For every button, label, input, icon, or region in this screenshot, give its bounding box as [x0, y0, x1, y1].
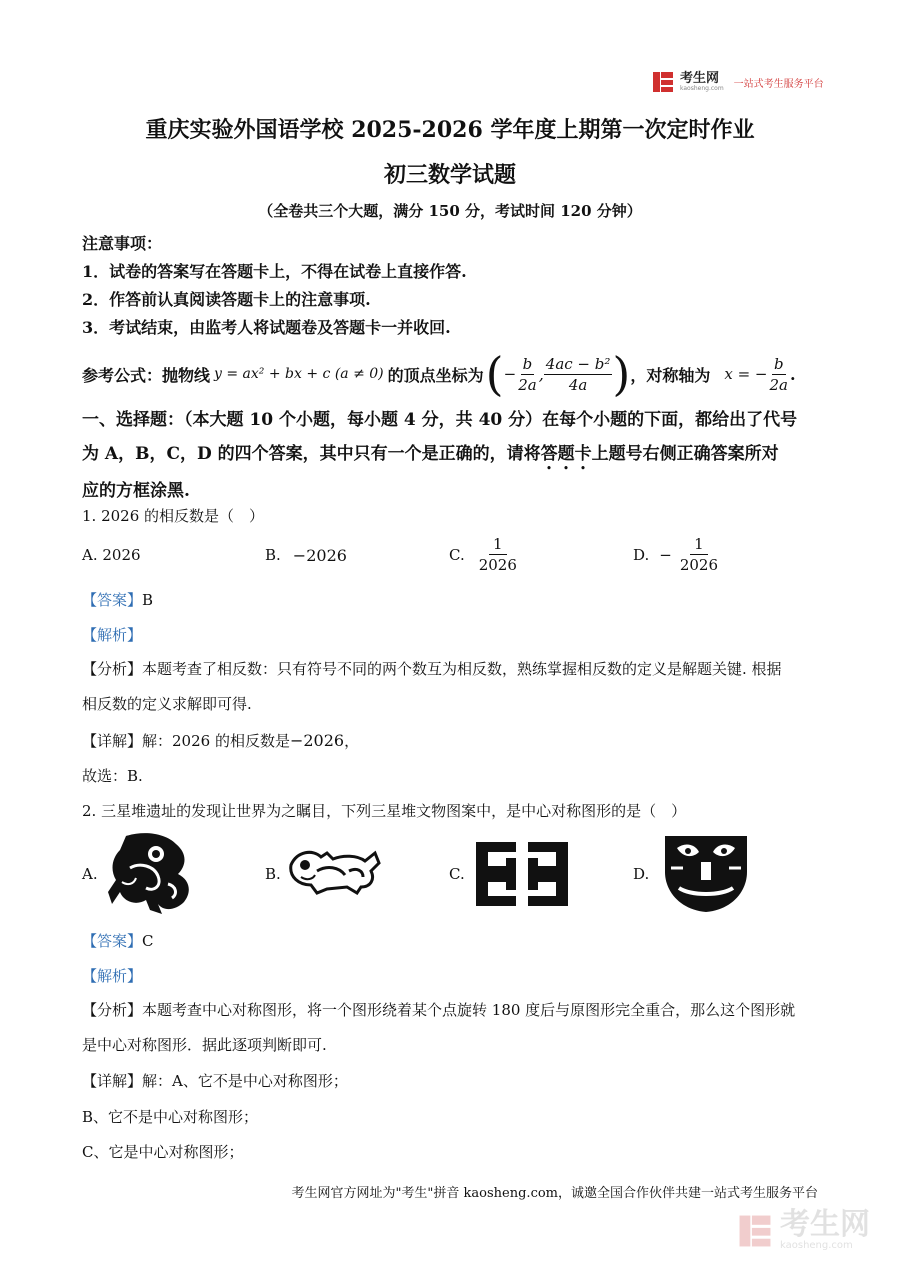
kaosheng-logo-icon: [652, 71, 674, 93]
note-item-2: 2．作答前认真阅读答题卡上的注意事项.: [82, 290, 371, 309]
answer-card-emphasis: 答题卡: [540, 444, 592, 464]
q1-option-b: B. −2026: [265, 546, 347, 565]
exam-info: （全卷共三个大题，满分 150 分，考试时间 120 分钟）: [258, 202, 642, 220]
vertex-y-den: 4a: [568, 375, 588, 394]
note-item-3: 3．考试结束，由监考人将试题卷及答题卡一并收回.: [82, 318, 451, 337]
page-footer: 考生网官方网址为"考生"拼音 kaosheng.com，诚邀全国合作伙伴共建一站式考生服务平台: [291, 1186, 818, 1201]
vertex-x-den: 2a: [518, 375, 537, 394]
brand-logo: [652, 71, 824, 93]
q1-fenxi: 【分析】本题考查了相反数：只有符号不同的两个数互为相反数，熟练掌握相反数的定义是解题关键. 根据: [82, 660, 782, 678]
reference-formula: [82, 346, 822, 402]
note-item-1: 1．试卷的答案写在答题卡上，不得在试卷上直接作答.: [82, 262, 467, 281]
sanxingdui-beast-pattern-image: [287, 845, 383, 895]
exam-title: 重庆实验外国语学校 2025-2026 学年度上期第一次定时作业: [145, 117, 755, 143]
q2-fenxi: 【分析】本题考查中心对称图形，将一个图形绕着某个点旋转 180 度后与原图形完全重合，那么这个图形就: [82, 1001, 796, 1019]
q1-stem: 1. 2026 的相反数是（ ）: [82, 507, 265, 525]
q1-option-c: C. $\frac{1}{2026}$: [449, 535, 517, 574]
notes-heading: 注意事项：: [82, 234, 163, 253]
vertex-x-fraction: [516, 354, 539, 395]
section1-line3: 应的方框涂黑.: [82, 481, 190, 501]
q2-stem: 2. 三星堆遗址的发现让世界为之瞩目，下列三星堆文物图案中，是中心对称图形的是（ ）: [82, 802, 687, 820]
q2-detail-b: B、它不是中心对称图形；: [82, 1108, 259, 1126]
q1-option-a: A. 2026: [82, 546, 141, 564]
exam-subject: 初三数学试题: [383, 162, 516, 188]
sanxingdui-mask-pattern-image: [657, 832, 755, 914]
q1-choose: 故选：B.: [82, 767, 143, 785]
q1-fenxi-cont: 相反数的定义求解即可得.: [82, 695, 252, 713]
formula-mid: 的顶点坐标为: [387, 365, 484, 385]
q2-detail-c: C、它是中心对称图形；: [82, 1143, 244, 1161]
q1-option-d-fraction: $\frac{1}{2026}$: [679, 535, 719, 574]
q2-label-c: C.: [449, 865, 465, 883]
axis-num: b: [773, 354, 784, 373]
formula-prefix: 参考公式：抛物线: [82, 365, 211, 385]
logo-slogan: 一站式考生服务平台: [733, 78, 824, 90]
parabola-equation: y = ax² + bx + c (a ≠ 0): [214, 366, 384, 382]
vertex-coordinates: ( − $\frac{b}{2a}$ , $\frac{\text{4ac − b²}}{4a}$ ): [485, 347, 631, 401]
sanxingdui-bird-pattern-image: [106, 830, 198, 918]
axis-fraction: [768, 354, 791, 395]
answer-tag: 【答案】: [82, 591, 143, 609]
q2-answer: 【答案】C: [82, 932, 154, 950]
q2-label-a: A.: [82, 865, 98, 883]
sanxingdui-symmetric-pattern-image: [472, 838, 572, 910]
logo-text: [680, 72, 724, 92]
watermark: [738, 1207, 870, 1251]
section1-line1: 一、选择题：（本大题 10 个小题，每小题 4 分，共 40 分）在每个小题的下面，都给出了代号: [82, 410, 798, 430]
vertex-y-num: 4ac − b²: [545, 354, 611, 373]
vertex-y-fraction: [544, 354, 613, 395]
q2-detail: 【详解】解：A、它不是中心对称图形；: [82, 1072, 348, 1090]
axis-of-symmetry: [724, 354, 790, 395]
q1-option-c-fraction: $\frac{1}{2026}$: [478, 535, 517, 574]
axis-den: 2a: [769, 375, 788, 394]
q2-analysis-tag: 【解析】: [82, 967, 143, 985]
vertex-x-num: b: [522, 354, 533, 373]
watermark-text: 考生网: [780, 1207, 870, 1242]
q1-detail: 【详解】解：2026 的相反数是−2026，: [82, 731, 360, 750]
q2-fenxi-cont: 是中心对称图形．据此逐项判断即可.: [82, 1036, 327, 1054]
q2-label-b: B.: [265, 865, 281, 883]
logo-name: 考生网: [680, 71, 720, 86]
section1-intro: [82, 403, 822, 508]
logo-domain: kaosheng.com: [680, 85, 724, 92]
q1-answer: 【答案】B: [82, 591, 154, 609]
q1-option-b-value: −2026: [292, 546, 347, 565]
axis-lhs: x = −: [724, 365, 768, 383]
section1-line2: 为 A，B，C，D 的四个答案，其中只有一个是正确的，请将答题卡上题号右侧正确答案所对: [82, 444, 779, 464]
watermark-domain: kaosheng.com: [780, 1240, 853, 1251]
watermark-logo-icon: [738, 1214, 772, 1248]
formula-suffix: ，对称轴为: [630, 365, 711, 385]
q2-label-d: D.: [633, 865, 650, 883]
q1-analysis-tag: 【解析】: [82, 626, 143, 644]
formula-end: .: [790, 364, 796, 384]
q1-option-d: D. − $\frac{1}{2026}$: [633, 535, 719, 574]
